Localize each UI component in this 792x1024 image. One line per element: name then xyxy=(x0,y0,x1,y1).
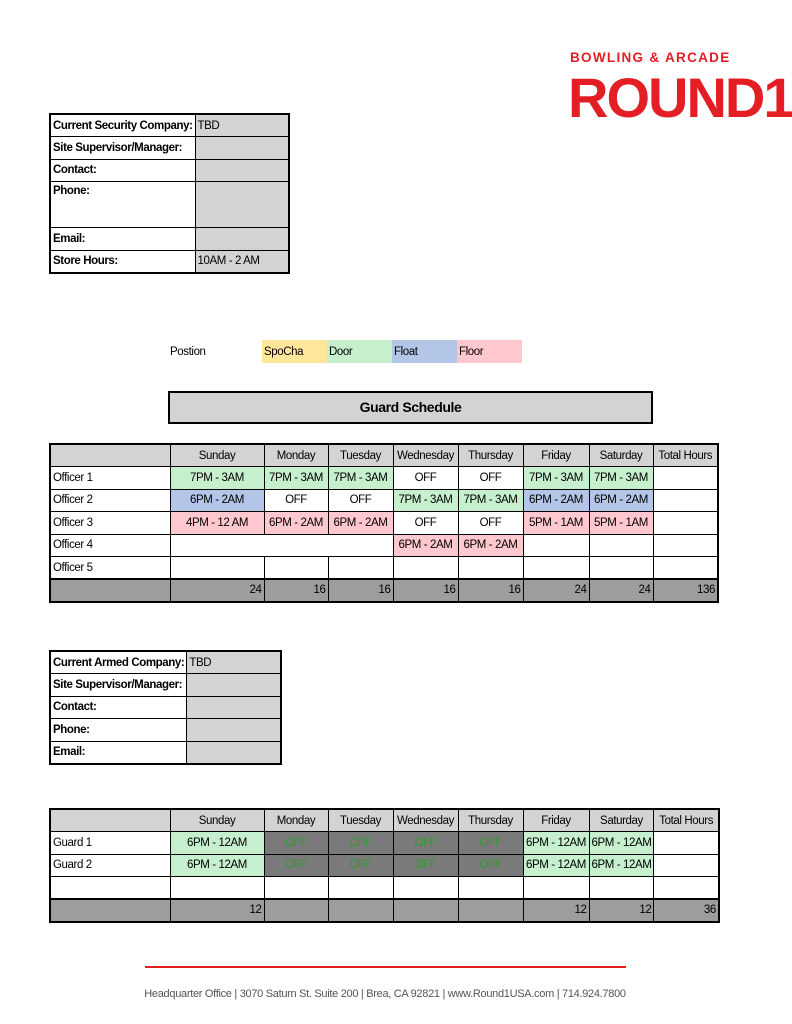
day-header: Thursday xyxy=(458,444,523,467)
info-value: 10AM - 2 AM xyxy=(195,250,289,273)
info-row xyxy=(50,182,289,228)
position-legend xyxy=(168,340,522,363)
shift-cell: OFF xyxy=(458,832,523,855)
shift-cell: 6PM - 2AM xyxy=(458,534,523,557)
shift-cell: OFF xyxy=(458,854,523,877)
shift-cell: OFF xyxy=(264,854,328,877)
shift-cell: 6PM - 2AM xyxy=(393,534,458,557)
shift-cell: 7PM - 3AM xyxy=(264,467,328,490)
shift-cell: 7PM - 3AM xyxy=(589,467,653,490)
shift-cell: OFF xyxy=(458,512,523,535)
guard-name: Guard 2 xyxy=(50,854,170,877)
shift-cell: 6PM - 2AM xyxy=(170,489,264,512)
officer-name: Officer 2 xyxy=(50,489,170,512)
shift-cell xyxy=(523,534,589,557)
shift-cell xyxy=(523,877,589,900)
legend-floor: Floor xyxy=(457,340,522,363)
info-label: Phone: xyxy=(50,182,195,228)
info-value xyxy=(195,159,289,182)
logo-tagline: BOWLING & ARCADE xyxy=(570,50,731,65)
total-cell xyxy=(653,534,718,557)
day-header: Total Hours xyxy=(654,809,719,832)
info-row xyxy=(50,719,281,742)
info-value: TBD xyxy=(195,114,289,137)
armed-schedule-table xyxy=(49,808,720,923)
shift-cell xyxy=(393,877,458,900)
total-value xyxy=(328,899,393,922)
armed-info-table xyxy=(49,650,282,765)
info-label: Contact: xyxy=(50,696,187,719)
total-value xyxy=(264,899,328,922)
shift-cell: 6PM - 12AM xyxy=(589,854,654,877)
shift-cell: 7PM - 3AM xyxy=(458,489,523,512)
legend-label: Postion xyxy=(170,345,206,358)
info-label: Store Hours: xyxy=(50,250,195,273)
shift-cell: 6PM - 12AM xyxy=(589,832,654,855)
shift-cell: OFF xyxy=(328,854,393,877)
info-row xyxy=(50,741,281,764)
shift-cell: 6PM - 12AM xyxy=(170,854,264,877)
table-row xyxy=(50,877,719,900)
day-header: Friday xyxy=(523,809,589,832)
legend-spocha: SpoCha xyxy=(262,340,327,363)
guard-name xyxy=(50,877,170,900)
officer-schedule-table xyxy=(49,443,719,603)
day-header: Thursday xyxy=(458,809,523,832)
info-value xyxy=(187,674,281,697)
shift-cell: OFF xyxy=(328,832,393,855)
info-label: Email: xyxy=(50,228,195,251)
header-row xyxy=(50,444,718,467)
shift-cell: 6PM - 12AM xyxy=(523,832,589,855)
total-cell xyxy=(653,557,718,580)
info-row xyxy=(50,228,289,251)
totals-label xyxy=(50,579,170,602)
table-row xyxy=(50,557,718,580)
total-cell xyxy=(654,877,719,900)
total-value: 12 xyxy=(589,899,654,922)
day-header: Saturday xyxy=(589,444,653,467)
total-value: 16 xyxy=(328,579,393,602)
table-row xyxy=(50,489,718,512)
total-value: 24 xyxy=(589,579,653,602)
shift-cell xyxy=(170,557,264,580)
info-row xyxy=(50,674,281,697)
total-cell xyxy=(653,489,718,512)
shift-cell xyxy=(328,557,393,580)
shift-cell: 7PM - 3AM xyxy=(523,467,589,490)
day-header: Wednesday xyxy=(393,809,458,832)
info-label: Phone: xyxy=(50,719,187,742)
header-corner xyxy=(50,444,170,467)
footer-address: Headquarter Office | 3070 Saturn St. Suite 200 | Brea, CA 92821 | www.Round1USA.com | 714.924.7800 xyxy=(144,988,626,1000)
total-value: 12 xyxy=(170,899,264,922)
day-header: Monday xyxy=(264,809,328,832)
officer-name: Officer 1 xyxy=(50,467,170,490)
shift-cell: OFF xyxy=(328,489,393,512)
table-row xyxy=(50,467,718,490)
info-row xyxy=(50,696,281,719)
officer-name: Officer 4 xyxy=(50,534,170,557)
shift-cell xyxy=(523,557,589,580)
day-header: Tuesday xyxy=(328,809,393,832)
header-row xyxy=(50,809,719,832)
total-value: 136 xyxy=(653,579,718,602)
totals-label xyxy=(50,899,170,922)
total-value: 16 xyxy=(393,579,458,602)
totals-row xyxy=(50,579,718,602)
shift-cell: OFF xyxy=(264,489,328,512)
shift-cell: OFF xyxy=(393,854,458,877)
shift-cell: 7PM - 3AM xyxy=(393,489,458,512)
info-value xyxy=(187,696,281,719)
total-cell xyxy=(654,854,719,877)
info-row xyxy=(50,250,289,273)
shift-cell xyxy=(393,557,458,580)
security-info-table xyxy=(49,113,290,274)
shift-cell xyxy=(589,877,654,900)
day-header: Tuesday xyxy=(328,444,393,467)
shift-cell: OFF xyxy=(458,467,523,490)
shift-cell: 7PM - 3AM xyxy=(170,467,264,490)
shift-cell: 6PM - 2AM xyxy=(523,489,589,512)
shift-cell xyxy=(264,557,328,580)
day-header: Saturday xyxy=(589,809,654,832)
totals-row xyxy=(50,899,719,922)
info-row xyxy=(50,651,281,674)
logo-brand: ROUND1 xyxy=(568,66,792,129)
table-row xyxy=(50,512,718,535)
shift-cell xyxy=(589,557,653,580)
total-value xyxy=(458,899,523,922)
header-corner xyxy=(50,809,170,832)
shift-cell xyxy=(170,877,264,900)
table-row xyxy=(50,534,718,557)
officer-name: Officer 3 xyxy=(50,512,170,535)
info-row xyxy=(50,114,289,137)
info-row xyxy=(50,159,289,182)
info-label: Email: xyxy=(50,741,187,764)
shift-cell: 6PM - 12AM xyxy=(523,854,589,877)
day-header: Sunday xyxy=(170,444,264,467)
info-value xyxy=(195,228,289,251)
shift-cell xyxy=(264,534,328,557)
total-value: 16 xyxy=(458,579,523,602)
shift-cell: 6PM - 2AM xyxy=(328,512,393,535)
total-value xyxy=(393,899,458,922)
info-label: Current Armed Company: xyxy=(50,651,187,674)
shift-cell xyxy=(458,877,523,900)
shift-cell xyxy=(328,534,393,557)
shift-cell: 4PM - 12 AM xyxy=(170,512,264,535)
info-label: Current Security Company: xyxy=(50,114,195,137)
guard-schedule-title: Guard Schedule xyxy=(168,391,653,424)
shift-cell xyxy=(170,534,264,557)
day-header: Total Hours xyxy=(653,444,718,467)
info-value xyxy=(195,182,289,228)
total-cell xyxy=(654,832,719,855)
guard-name: Guard 1 xyxy=(50,832,170,855)
day-header: Wednesday xyxy=(393,444,458,467)
footer-divider xyxy=(145,966,626,968)
info-value xyxy=(195,137,289,160)
total-value: 16 xyxy=(264,579,328,602)
total-value: 36 xyxy=(654,899,719,922)
table-row xyxy=(50,854,719,877)
total-value: 24 xyxy=(170,579,264,602)
day-header: Monday xyxy=(264,444,328,467)
total-value: 12 xyxy=(523,899,589,922)
info-label: Site Supervisor/Manager: xyxy=(50,137,195,160)
day-header: Sunday xyxy=(170,809,264,832)
shift-cell xyxy=(458,557,523,580)
shift-cell: 6PM - 2AM xyxy=(264,512,328,535)
info-row xyxy=(50,137,289,160)
day-header: Friday xyxy=(523,444,589,467)
info-label: Contact: xyxy=(50,159,195,182)
info-value: TBD xyxy=(187,651,281,674)
round1-logo xyxy=(566,50,792,140)
shift-cell: 6PM - 2AM xyxy=(589,489,653,512)
shift-cell: OFF xyxy=(264,832,328,855)
shift-cell: OFF xyxy=(393,467,458,490)
legend-door: Door xyxy=(327,340,392,363)
total-cell xyxy=(653,512,718,535)
shift-cell: 7PM - 3AM xyxy=(328,467,393,490)
info-value xyxy=(187,719,281,742)
shift-cell: 5PM - 1AM xyxy=(523,512,589,535)
shift-cell: OFF xyxy=(393,832,458,855)
info-label: Site Supervisor/Manager: xyxy=(50,674,187,697)
info-value xyxy=(187,741,281,764)
total-value: 24 xyxy=(523,579,589,602)
officer-name: Officer 5 xyxy=(50,557,170,580)
table-row xyxy=(50,832,719,855)
shift-cell xyxy=(328,877,393,900)
shift-cell: 6PM - 12AM xyxy=(170,832,264,855)
legend-float: Float xyxy=(392,340,457,363)
shift-cell xyxy=(589,534,653,557)
total-cell xyxy=(653,467,718,490)
shift-cell xyxy=(264,877,328,900)
shift-cell: 5PM - 1AM xyxy=(589,512,653,535)
shift-cell: OFF xyxy=(393,512,458,535)
